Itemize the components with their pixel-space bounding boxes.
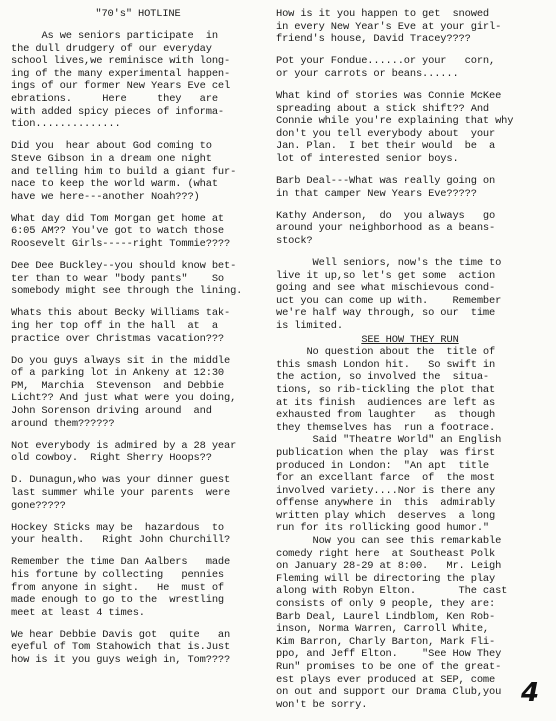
page-number: 4 xyxy=(521,678,540,708)
gossip-item: Whats this about Becky Williams tak- ing her top off in the hall at a practice over Christmas vacation??? xyxy=(11,307,231,345)
article-heading: SEE HOW THEY RUN xyxy=(361,333,459,346)
gossip-item: What day did Tom Morgan get home at 6:05 AM?? You've got to watch those Roosevelt Girls-----right Tommie???? xyxy=(11,212,231,250)
left-column xyxy=(11,8,265,676)
gossip-item: Dee Dee Buckley--you should know bet- ter than to wear "body pants" So somebody might see through the lining. xyxy=(11,260,243,298)
gossip-item: Pot your Fondue......or your corn, or your carrots or beans...... xyxy=(276,55,496,80)
gossip-item: D. Dunagun,who was your dinner guest last summer while your parents were gone????? xyxy=(11,474,231,512)
closing-paragraph: Well seniors, now's the time to live it up,so let's get some action going and see what mischievous cond- uct you can come up with. Remember we're half way through, so our time is limited. xyxy=(276,257,502,332)
gossip-item: Do you guys always sit in the middle of a parking lot in Ankeny at 12:30 PM, Marchia Stevenson and Debbie Licht?? And just what were you doing, John Sorenson driving around and around them?????? xyxy=(11,354,237,430)
gossip-item: Barb Deal---What was really going on in that camper New Years Eve????? xyxy=(276,175,496,200)
gossip-item: Not everybody is admired by a 28 year old cowboy. Right Sherry Hoops?? xyxy=(11,439,237,465)
gossip-item: Remember the time Dan Aalbers made his fortune by collecting pennies from anyone in sight. He must of made enough to go to the wrestling meet at least 4 times. xyxy=(11,556,231,619)
column-title: "70's" HOTLINE xyxy=(95,8,181,20)
article-body: No question about the title of this smash London hit. So swift in the action, so involved the situa- tions, so rib-tickling the plot that at its finish audiences are left as exhausted from laughter as though they themselves has run a footrace. Said "Theatre World" an English publication when the play was first produced in London: "An apt title for an excellant farce of the most involved variety....Nor is there any offense anywhere in this admirably written play which deserves a long run for its rollicking good humor." Now you can see this remarkable comedy right here at Southeast Polk on January 28-29 at 8:00. Mr. Leigh Fleming will be directoring the play along with Robyn Elton. The cast consists of only 9 people, they are: Barb Deal, Laurel Lindblom, Ken Rob- inson, Norma Warren, Carroll White, Kim Barron, Charly Barton, Mark Fli- ppo, and Jeff Elton. "See How They Run" promises to be one of the great- est plays ever produced at SEP, come on out and support our Drama Club,you won't be sorry. xyxy=(276,346,508,711)
gossip-item: How is it you happen to get snowed in every New Year's Eve at your girl- friend's house, David Tracey???? xyxy=(276,8,502,46)
gossip-item: We hear Debbie Davis got quite an eyeful of Tom Stahowich that is.Just how is it you guys weigh in, Tom???? xyxy=(11,628,231,667)
right-column xyxy=(276,8,544,721)
gossip-item: Hockey Sticks may be hazardous to your health. Right John Churchill? xyxy=(11,521,231,547)
gossip-item: Kathy Anderson, do you always go around your neighborhood as a beans- stock? xyxy=(276,209,496,247)
gossip-item: Did you hear about God coming to Steve Gibson in a dream one night and telling him to build a giant fur- nace to keep the world warm. (what have we here---another Noah???) xyxy=(11,140,237,203)
gossip-item: What kind of stories was Connie McKee spreading about a stick shift?? And Connie while you're explaining that why don't you tell everybody about your Jan. Plan. I bet their would be a lot of interested senior boys. xyxy=(276,89,514,165)
intro-paragraph: As we seniors participate in the dull drudgery of our everyday school lives,we reminisce with long- ing of the many experimental happen- ings of our former New Years Eve cel ebrations. Here they are with added spicy pieces of informa- tion.............. xyxy=(11,30,231,131)
